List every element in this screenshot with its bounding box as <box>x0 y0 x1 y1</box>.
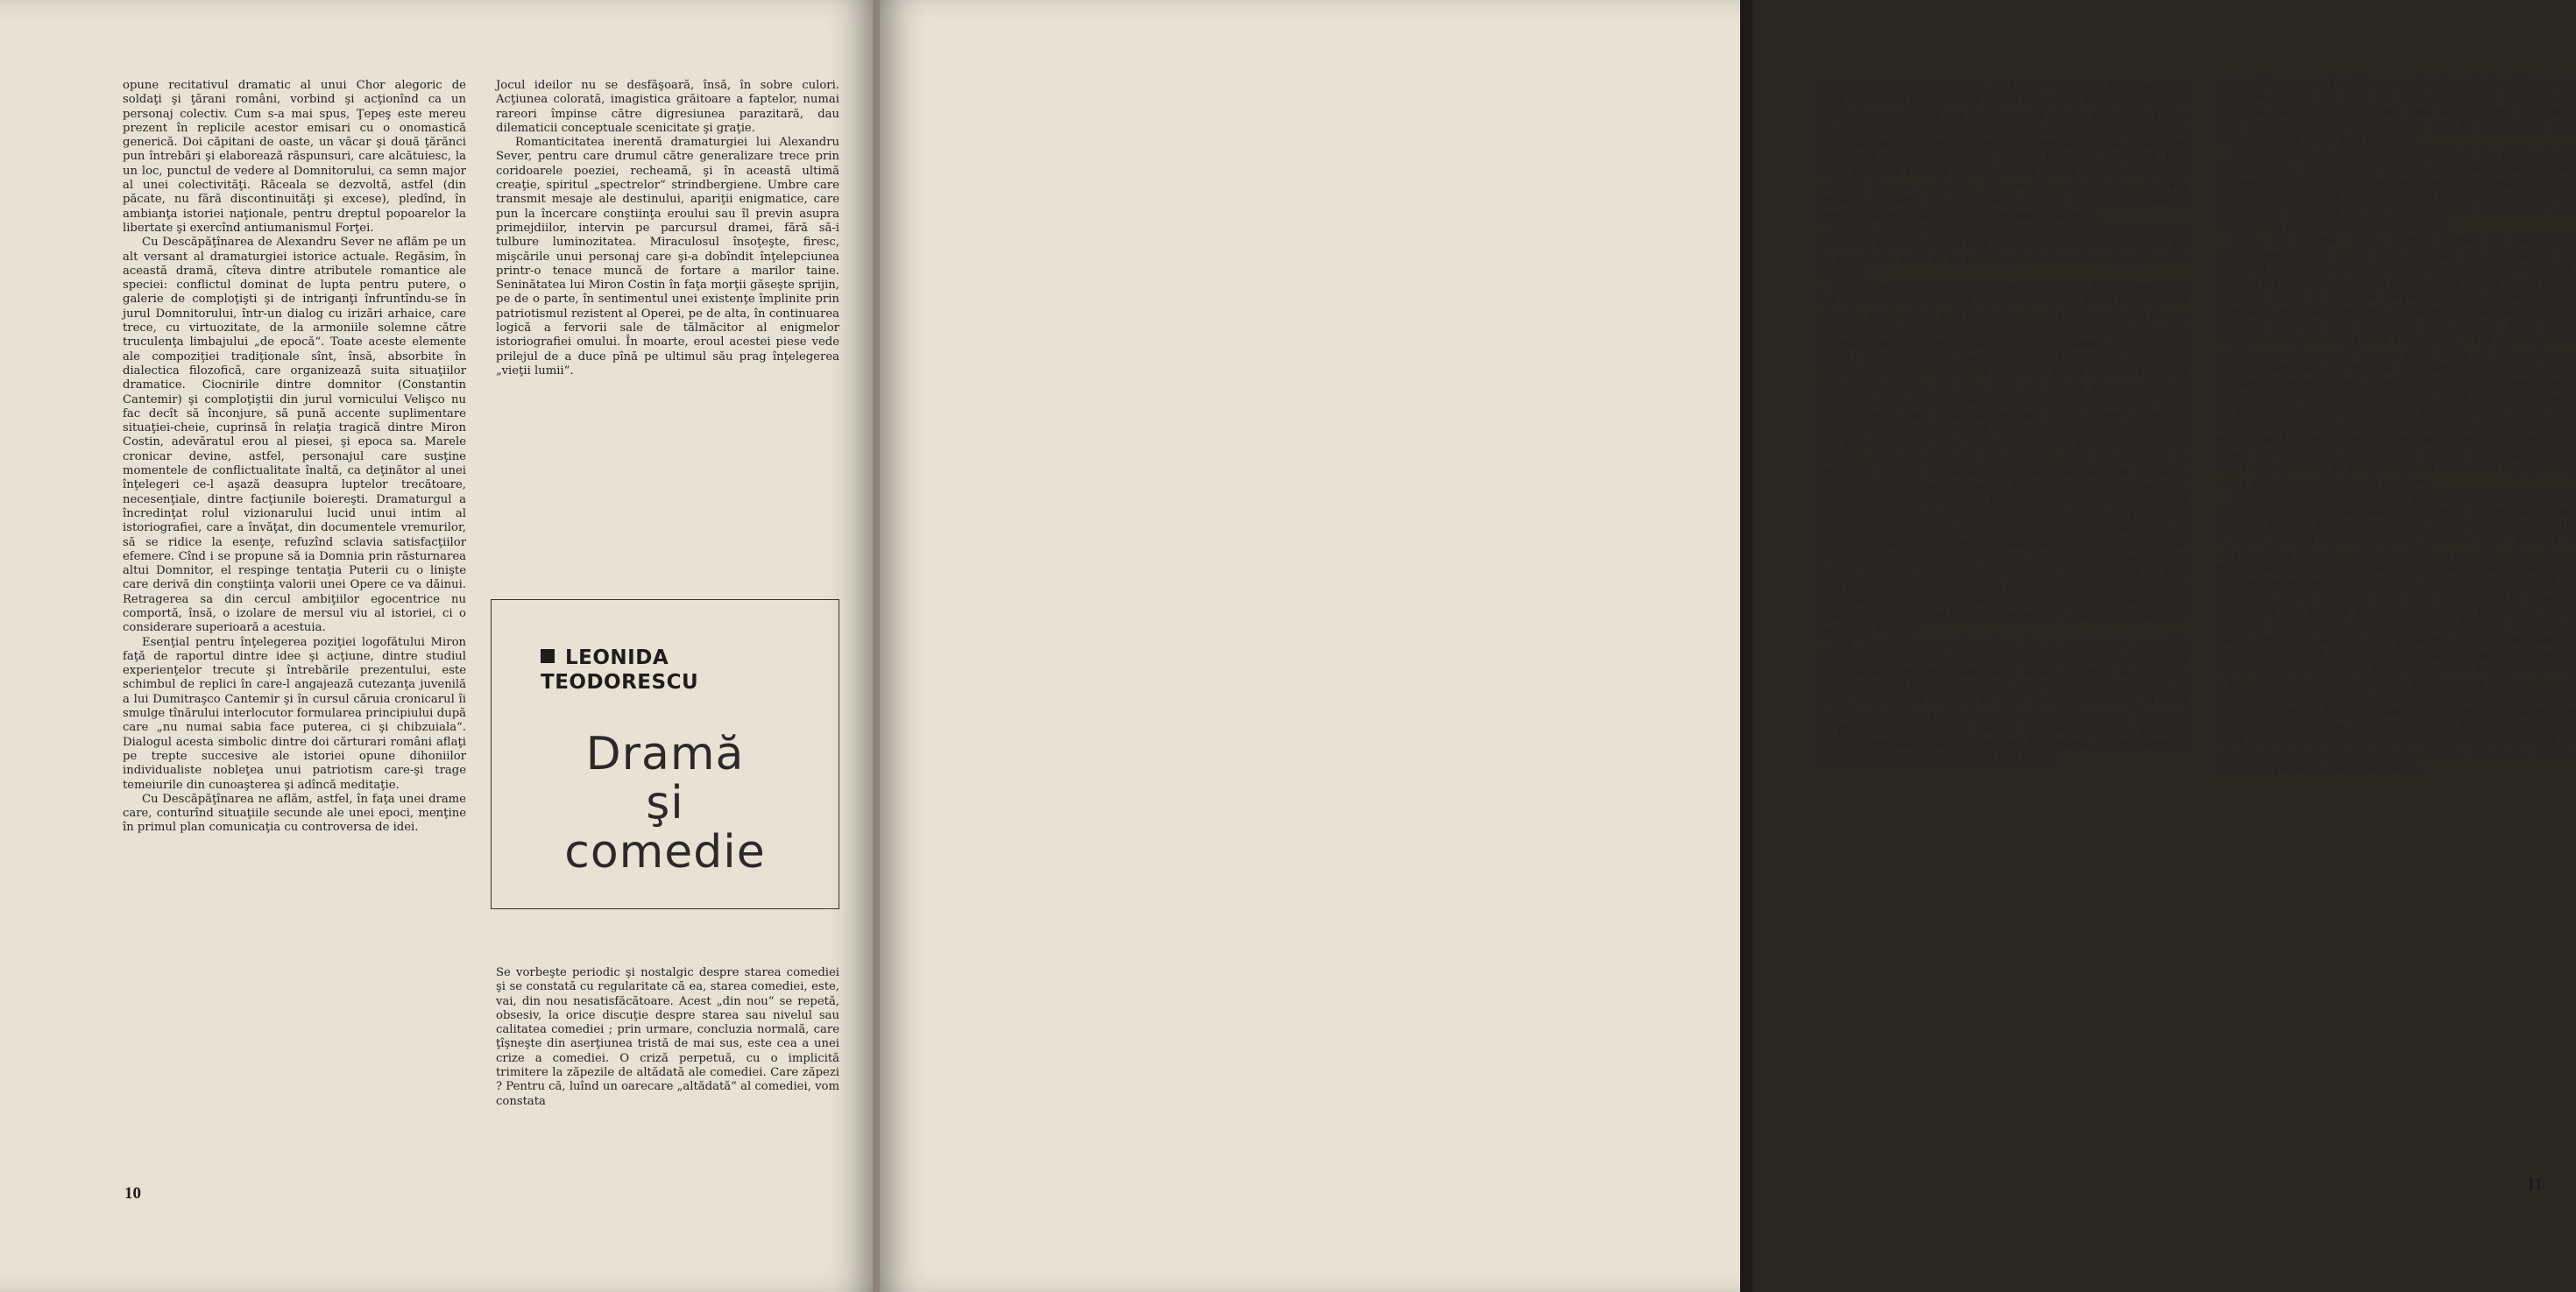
paragraph: Cu Descăpăţînarea ne aflăm, astfel, în faţa unei drame care, conturînd situaţiile secunde ale unei epoci, menţine în primul plan comunicaţia cu controversa de idei. <box>123 792 466 835</box>
paragraph: Există, oare, o explicaţie a acestei stări de lucruri ? Există chiar mai multe, poate, chiar foarte multe, dar majoritatea ţin de sociologia artei şi de psihologia ei, iar cele mai puţine, de estetică. <box>1815 222 2187 279</box>
paragraph: Iar succesul comediei ţine de o categorie specială, compromiţătoare prin ea însăşi. Te duci la Labiche, nu pentru că Labiche scrie mai bine decît Ibsen, te duci la Labiche, pentru că Labiche scrie comedii. Este un succes al genului, şi nu al unei valori anume, al unui prestigiu anume, al unei tendinţe (estetice, politice, psihologice etc.) anume. Succesul de public este asigurat, uneori, în egală măsură, şi de o comedie genială şi de una extrem de proastă, despre care se spune, cu dezinvoltură, că mai rău nu se <box>1815 637 2187 765</box>
page-number-right: 11 <box>2527 1176 2543 1194</box>
title-line-3: comedie <box>564 826 766 879</box>
author-last-name: TEODORESCU <box>541 671 699 694</box>
bullet-square-icon <box>541 649 555 663</box>
text-column-2 <box>496 79 839 511</box>
paragraph: Esenţial pentru înţelegerea poziţiei logofătului Miron faţă de raportul dintre idee şi acţiune, dintre studiul experienţelor trecute şi întrebările prezentului, este schimbul de replici în care-l angajează cutezanţa juvenilă a lui Dumitraşco Cantemir şi în cursul căruia cronicarul îi smulge tînărului interlocutor formularea principiului după care „nu numai sabia face puterea, ci şi chibzuiala“. Dialogul acesta simbolic dintre doi cărturari români aflaţi pe trepte succesive ale istoriei opune dihoniilor individualiste nobleţea unui patriotism care-şi trage temeiurile din cunoaşterea şi adîncă meditaţie. <box>123 635 466 792</box>
article-title <box>492 730 839 877</box>
text-column-5 <box>2217 77 2576 1089</box>
paragraph: De primele două categorii ţine o anume atitudine generală faţă de comedie. Aristotel, încă, ierarhizînd genurile, a plasat tragedia pe locul cel mai înalt. În primul rînd, pentru că e ceva grav, unde se suferă, unde se consumă catharsis-ul etc., etc. Tragedia este ceva serios, la care te duci odihnit, apt pentru a asimila lucruri elevate, iar la comedie te duci ca să te mai destinzi, să te binedispui, să petreci o seară agreabilă şi fără prea mare bătaie de cap. Intîi să rîdem şi pe urmă să filozofăm, deci. Astfel, comedia devine un fel de pauză între două tragedii, sau două drame, sau două „piese“. Cînd nu avem ceva mai bun de făcut, sau nu sîntem în stare de ceva mai bun, mergem la o comedie. Astfel, atitudinea faţă de comedie, faţă de orice fel de comedie, faţă de comedie, în principiu, repetă atitudinea faţă de literatura de consum. Marele păcat al comediei pare a fi, din acest punct de vedere, imensul ei succes de public. Pentru foarte multă lume, pentru mult mai multă lume decît pare la prima vedere, un succes de public exagerat denotă, aprioric, lipsa unor calităţi serioase, în orice caz, lipsa unei autentice preocupări de profunzime. Chiar şi cei care scriu şi vorbesc despre „marele nostru public“, ca despre „arbitrul nostru suprem“, devin circumspecţi în faţa unui imens succes de casă. Sub aspect axiologic, oricît ar suna de ciudat, un autentic succes de public poate să şi compromită o lucrare, şi nu numai în ochii „avizaţilor“, dar şi în ochii celor mai puţin avizaţi. <box>1815 280 2187 637</box>
paragraph: Vin, în primul rînd, dintr-o lipsă de siguranţă. Instrumentele de lucru sînt, într-un fel, buimăcite de succesul de public, un succes aşteptat, asigurat, predestinat. Sînt ca nişte barometre date peste cap. E vorba de un tip de naştere. Dacă o prinţesă naşte un copil, copilul va fi, inevitabil, prinţ sau prinţesă. Un anume succes (de nume, de situaţie etc.) îi este asigurat. Mai rămîn, însă, nişte incertitudini : ce va ieşi din acest copil ? Un geniu sau un mediocru, o frumoasă sau o slută ? Ca să dăm răspuns acestor întrebări, ne trebuie un singur lucru: timp. După douăzeci, treizeci de ani, le vom şti pe toate. Evident, aceste lucruri se vor şti despre orice copil, după aceeaşi perioadă de timp. Dar, în primul caz, un anume succes social este asigurat din naştere, iar în cel de-al doilea, de activitatea de mai tîrziu. În cazul unor eşecuri egale, prinţul va rămîne tot prinţ, iar anonimul, tot anonim. Prinţul n-are de cîştigat decît nişte galoane în plus, anonimul trebuie să cîştige totul, chiar şi un nume. Pentru că nu-l are. <box>2217 234 2576 491</box>
paragraph: Tipul acesta de succes compromite şi nu poate să nu compromită : nu un autor anume (din trecut), nu o piesă anume (din trecut). Compromis e genul, în ansamblul său, genul, în principiu. Îi iubim pe marii clasici ai comediei, dar dispreţuim comedia şi pe comediografi. Iată unde sînt zăpezile de altădată. Dar de unde vin ? <box>2217 148 2576 233</box>
paragraph: O dramă trebuie să-şi cîştige publicul în urma unui efort, trebuie să-şi constituie publicul propriu ; o comedie îşi are publicul înainte de a se naşte. Dar, printr-o ciudată evoluţie a unor situaţii asemănătoare, comedia n-a devenit o aristocrată a dramaturgiei, ci o plebe a acesteia. Apropierea tipului de succes al comediei de tipul de succes al literaturii de consum ne face neîncrezători, nu în primul rînd faţă de comedie, ci în primul rînd faţă de propriile noastre posibilităţi de analiză şi de apreciere. Şi pentru că am fi înclinaţi să apreciem nejustificat comedia (am petrecut o seară agreabilă, am rîs), dar şi pentru că am fi înclinaţi să depreciem în mod nejustificat comedia (am petrecut o seară agreabilă, am rîs, şi atît). Şi, atunci, prima tentaţie este cea a expectativei, care, în cazul de faţă, are un dublu sens : al neîncrederii explicite faţă de gen şi al neîncrederii implicite faţă de noi înşine, faţă de capacitatea noastră de a disocia ce este paradramaturgia, de ceea ce pare a fi paradramaturgia, de a disocia ceea ce este literatura de consum, de ceea ce are doar semnele literaturii de consum. Şi nu ne rămîne decît să aşteptăm. Zece, douăzeci, <box>2217 491 2576 776</box>
paragraph: Romanticitatea inerentă dramaturgiei lui Alexandru Sever, pentru care drumul către generalizare trece prin coridoarele poeziei, recheamă, şi în această ultimă creaţie, spiritul „spectrelor“ strindbergiene. Umbre care transmit mesaje ale destinului, apariţii enigmatice, care pun la încercare conştiinţa eroului sau îl previn asupra primejdiilor, intervin pe parcursul dramei, fără să-i tulbure luminozitatea. Miraculosul însoţeşte, firesc, mişcările unui personaj care şi-a dobîndit înţelepciunea printr-o tenace muncă de fortare a marilor taine. Seninătatea lui Miron Costin în faţa morţii găseşte sprijin, pe de o parte, în sentimentul unei existenţe împlinite prin patriotismul rezistent al Operei, pe de alta, în continuarea logică a fervorii sale de tălmăcitor al enigmelor istoriografiei omului. În moarte, eroul acestei piese vede prilejul de a duce pînă pe ultimul său prag înţelegerea „vieţii lumii“. <box>496 136 839 378</box>
left-page <box>0 0 873 1292</box>
paragraph: poate. E o eroare. Întotdeauna e loc de mai rău. Este exact tipul de succes pe care l-a avut sau îl are romanul de senzaţie, de aventuri, poliţist, cînd se consumă în primul rînd genul, iar abia în al doilea sau în al cincilea rînd autorul, opera şi aşa mai departe. <box>2217 77 2576 148</box>
text-column-3 <box>496 966 839 1108</box>
paragraph: că şi contemporanii acelui „altădată“ vorbeau tot despre o criză a comediei şi gîndeau tot cu nostalgie, tot la zăpezile de altădată, care zăpezi par, însă, a nu fi existat niciodată. Chiar aşa o fi ? Chiar să nu fi fost niciodată omenirea satisfăcută de comediografii pe care i-a avut la îndemînă ? Dacă e să luăm cunoştinţă de opinia publică scrisă, lucrurile par să fi fost chiar aşa. Dar aceeaşi opinie publică scrisă vorbeşte cu multă umilinţă despre comediile şi comediografii din trecut. Prin urmare, comedia n-a avut decît trecut, n-a avut niciodată prezent, iar viitorul, ce să mai vorbim despre el... <box>1815 81 2187 222</box>
book-gutter <box>873 0 880 1292</box>
book-edge <box>1740 0 1752 1292</box>
right-page <box>880 0 2576 1292</box>
text-column-1 <box>123 79 466 1075</box>
paragraph: opune recitativul dramatic al unui Chor alegoric de soldaţi şi ţărani români, vorbind şi acţionînd ca un personaj colectiv. Cum s-a mai spus, Ţepeş este mereu prezent în replicile acestor emisari cu o onomastică generică. Doi căpitani de oaste, un văcar şi două ţărănci pun întrebări şi elaborează răspunsuri, care alcătuiesc, la un loc, punctul de vedere al Domnitorului, ca semn major al unei colectivităţi. Răceala se dezvoltă, astfel (din păcate, nu fără discontinuităţi şi excese), pledînd, în ambianţa istoriei naţionale, pentru dreptul popoarelor la libertate şi exercînd antiumanismul Forţei. <box>123 79 466 235</box>
title-line-2: şi <box>646 777 684 830</box>
article-title-box <box>491 599 839 909</box>
title-line-1: Dramă <box>585 728 745 780</box>
paragraph: Cu Descăpăţînarea de Alexandru Sever ne aflăm pe un alt versant al dramaturgiei istorice actuale. Regăsim, în această dramă, cîteva dintre atributele romantice ale speciei: conflictul dominat de lupta pentru putere, o galerie de comploţişti şi de intriganţi înfruntîndu-se în jurul Domnitorului, într-un dialog cu irizări arhaice, care trece, cu virtuozitate, de la armoniile solemne către truculenţa limbajului „de epocă“. Toate aceste elemente ale compoziţiei tradiţionale sînt, însă, absorbite în dialectica filozofică, care organizează suita situaţiilor dramatice. Ciocnirile dintre domnitor (Constantin Cantemir) şi comploţiştii din jurul vornicului Velişco nu fac decît să înconjure, să pună accente suplimentare situaţiei-cheie, cuprinsă în relaţia tragică dintre Miron Costin, adevăratul erou al piesei, şi epoca sa. Marele cronicar devine, astfel, personajul care susţine momentele de conflictualitate înaltă, ca deţinător al unei înţelegeri ce-l aşază deasupra luptelor trecătoare, necesenţiale, dintre facţiunile boiereşti. Dramaturgul a încredinţat rolul vizionarului lucid unui intim al istoriografiei, care a învăţat, din documentele vremurilor, să se ridice la esenţe, refuzînd sclavia satisfacţiilor efemere. Cînd i se propune să ia Domnia prin răsturnarea altui Domnitor, el respinge tentaţia Puterii cu o linişte care derivă din conştiinţa valorii unei Opere ce va dăinui. Retragerea sa din cercul ambiţiilor egocentrice nu comportă, însă, o izolare de mersul viu al istoriei, ci o considerare superioară a acestuia. <box>123 236 466 635</box>
page-number-left: 10 <box>124 1184 141 1203</box>
paragraph: Se vorbeşte periodic şi nostalgic despre starea comediei şi se constată cu regularitate că ea, starea comediei, este, vai, din nou nesatisfăcătoare. Acest „din nou“ se repetă, obsesiv, la orice discuţie despre starea sau nivelul sau calitatea comediei ; prin urmare, concluzia normală, care ţîşneşte din aserţiunea tristă de mai sus, este cea a unei crize a comediei. O criză perpetuă, cu o implicită trimitere la zăpezile de altădată ale comediei. Care zăpezi ? Pentru că, luînd un oarecare „altădată“ al comediei, vom constata <box>496 966 839 1108</box>
author-first-name: LEONIDA <box>565 646 669 669</box>
article-author <box>541 646 698 695</box>
text-column-4 <box>1815 81 2187 1088</box>
paragraph: Jocul ideilor nu se desfăşoară, însă, în sobre culori. Acţiunea colorată, imagistica grăitoare a faptelor, numai rareori împinse către digresiunea parazitară, dau dilematicii conceptuale scenicitate şi graţie. <box>496 79 839 135</box>
